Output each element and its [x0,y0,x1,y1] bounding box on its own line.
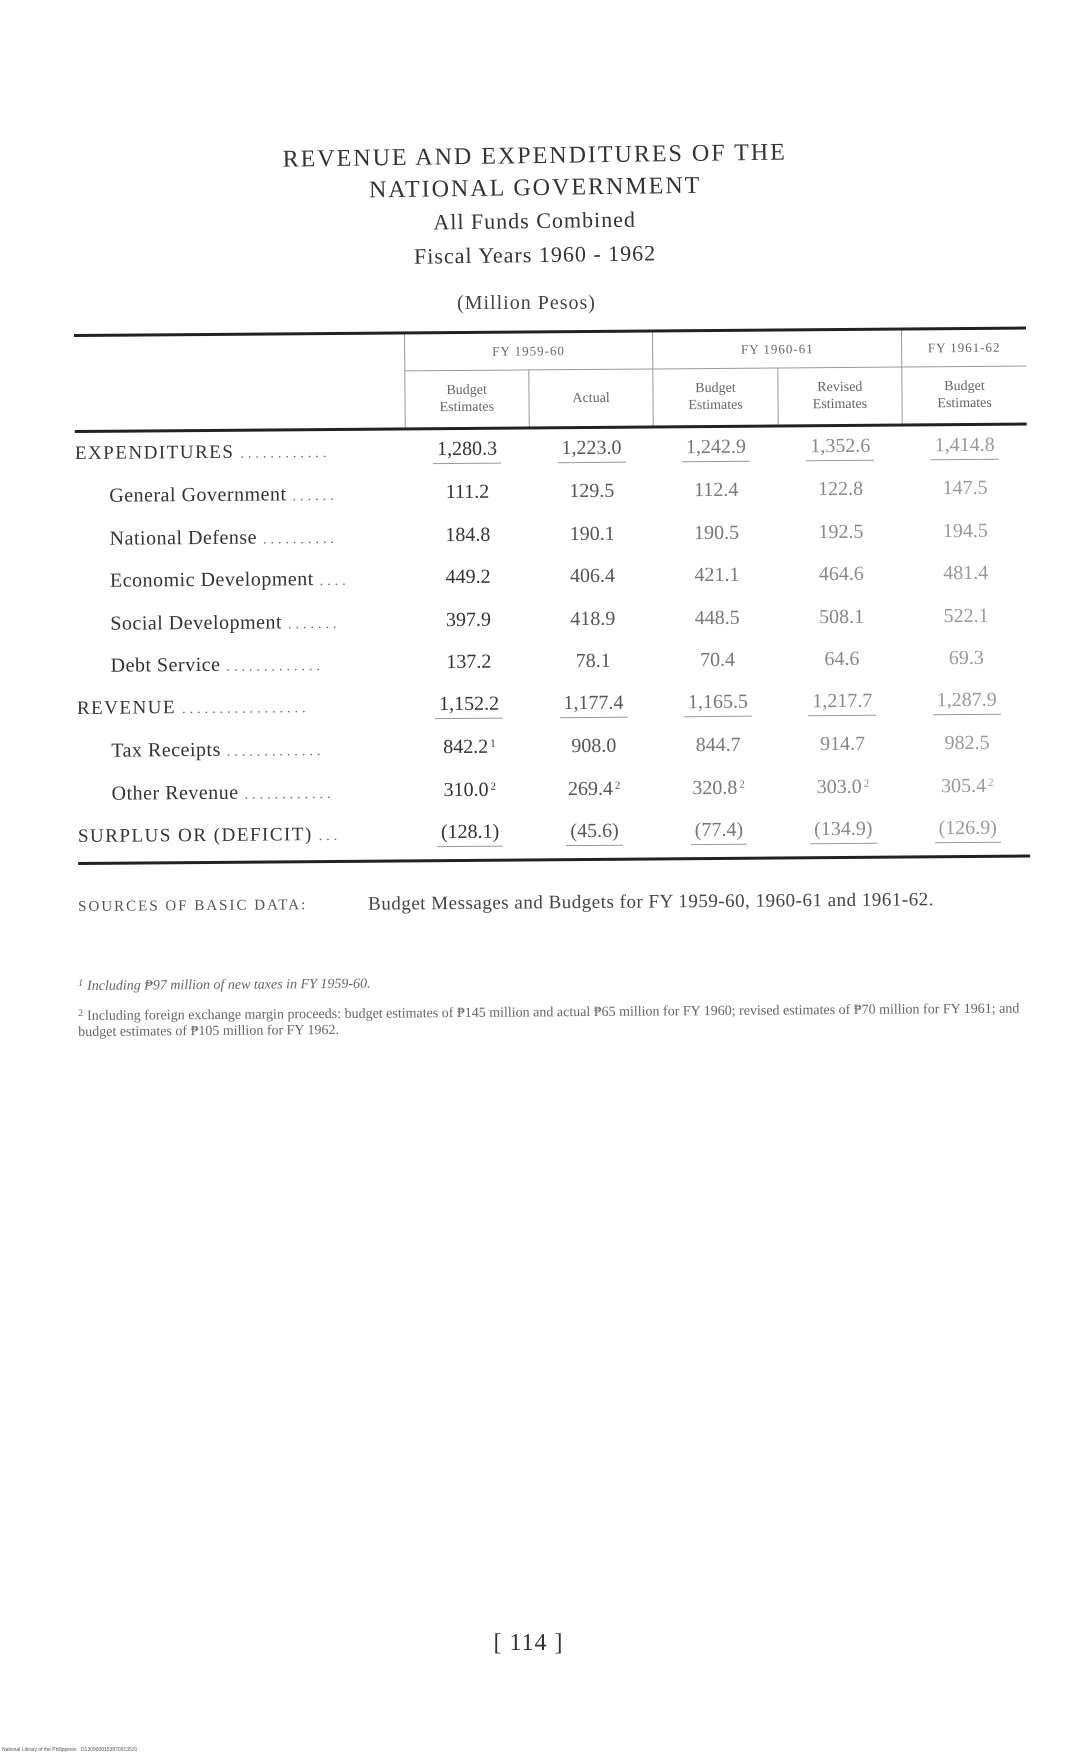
value-cell [530,556,655,599]
value-cell [902,426,1027,469]
value-cell [904,596,1029,639]
value-number [566,522,619,547]
value-text: 1,223.0 [561,436,622,460]
row-label: Tax Receipts [111,739,221,762]
value-cell [779,554,904,597]
footnote-ref: 2 [739,778,745,791]
value-cell [779,511,904,554]
value-text: 1,287.9 [936,689,997,712]
row-label: Other Revenue [111,781,239,805]
value-text: 844.7 [695,734,741,757]
row-label: REVENUE [76,697,177,720]
value-number [566,819,623,845]
footnote-text: Including foreign exchange margin proceeds: budget estimates of ₱145 million and actual ₱65 million for FY 1960; revised estimates of ₱70 million for FY 1961; and budget estimates of ₱105 million for FY 1962. [78,1001,1020,1040]
value-text: 69.3 [948,647,984,670]
value-text: 522.1 [943,604,989,627]
value-text: (77.4) [694,818,744,841]
value-number [439,778,500,803]
value-cell [778,469,903,512]
row-label: General Government [109,483,287,507]
value-cell [532,726,657,769]
value-text: 464.6 [818,563,864,586]
value-text: 310.0 [443,778,489,801]
value-cell [530,513,655,556]
row-label: Economic Development [109,568,314,592]
value-number [690,479,742,504]
value-text: 303.0 [816,775,862,798]
value-text: 397.9 [445,608,492,631]
value-number [564,777,625,802]
value-number [815,563,868,588]
value-number [934,816,1001,843]
value-number [939,562,992,587]
value-cell [779,596,904,639]
value-number [442,481,494,506]
value-cell [904,638,1029,681]
value-text: 418.9 [570,607,616,630]
sources-note [78,885,1028,922]
value-number [690,522,743,547]
value-number [557,437,625,464]
value-number [682,436,750,463]
footnote-ref: 2 [988,776,994,789]
value-text: 1,217.7 [812,689,873,713]
value-text: 147.5 [942,477,988,500]
value-cell [406,557,531,600]
value-cell [654,512,779,555]
value-number [814,521,867,546]
page-number: [ 114 ] [493,1630,564,1656]
value-cell [905,723,1030,766]
table-row [75,511,1027,561]
value-number [442,608,495,633]
value-text: 269.4 [567,777,614,800]
value-cell [781,809,906,852]
value-number [696,649,739,674]
table-row [78,808,1030,858]
value-text: 70.4 [699,649,736,672]
value-cell [407,727,532,770]
value-cell [903,468,1028,511]
value-cell [532,768,657,811]
value-text: 1,414.8 [934,434,995,457]
value-cell [531,641,656,684]
row-label: Social Development [110,611,283,635]
value-cell [778,426,903,469]
value-text: 192.5 [818,520,864,543]
value-text: 982.5 [944,732,990,755]
value-cell [406,599,531,642]
footnote-ref: 1 [490,737,496,750]
row-label-cell [76,600,406,645]
footnote-ref: 2 [490,780,497,793]
leader-dots: ....... [287,616,341,633]
title-line-3: All Funds Combined [433,206,637,235]
value-number [939,605,992,630]
value-text: 406.4 [569,565,616,588]
value-cell [405,514,530,557]
value-number [559,692,627,719]
value-cell [655,640,780,683]
value-text: 320.8 [692,776,738,799]
value-number [945,647,988,672]
value-text: 112.4 [694,479,739,502]
subheader-line: Budget [695,380,736,397]
header-group-fy1961: FY 1961-62 [902,330,1027,367]
value-text: 481.4 [943,562,989,585]
value-number [931,434,999,461]
leader-dots: .... [319,574,350,590]
value-number [814,478,867,503]
footnote-mark: 1 [78,977,84,989]
row-label: EXPENDITURES [74,441,235,465]
footnote-mark: 2 [78,1007,84,1019]
value-cell [531,598,656,641]
value-text: 1,165.5 [687,690,748,714]
footnote-ref: 2 [614,779,621,792]
value-text: 449.2 [445,565,491,589]
table-row [76,638,1028,688]
value-cell [903,511,1028,554]
subheader-cell [653,368,778,425]
table-row [77,766,1029,816]
subheader-line: Estimates [439,399,495,416]
value-number [937,775,998,800]
subheader-line: Estimates [812,396,868,413]
leader-dots: ............ [240,446,331,462]
value-text: 1,242.9 [685,435,746,459]
value-number [691,606,744,631]
value-cell [405,429,530,472]
header-blank [74,334,404,373]
value-cell [405,472,530,515]
value-cell [905,766,1030,809]
subheader-cell [777,367,902,424]
value-cell [530,471,655,514]
value-cell [529,428,654,471]
header-blank [74,371,404,430]
value-text: 184.8 [445,523,491,546]
title-block [0,132,1077,279]
value-text: 111.2 [445,480,490,504]
row-label-cell [75,473,405,518]
value-text: 190.5 [693,521,740,544]
value-cell [407,769,532,812]
sources-label: SOURCES OF BASIC DATA: [78,897,308,915]
value-cell [781,766,906,809]
value-cell [408,812,533,855]
value-text: (128.1) [440,820,500,843]
subheader-line: Budget [944,378,985,395]
value-number [688,776,749,801]
leader-dots: ............. [226,659,325,676]
value-text: 842.2 [443,736,489,759]
subheader-cell [404,370,529,427]
leader-dots: .......... [262,531,339,548]
table-row [77,681,1029,731]
value-cell [656,682,781,725]
value-cell [654,470,779,513]
value-number [442,651,495,676]
value-text: 1,152.2 [439,692,500,716]
footnote-ref: 2 [863,777,870,790]
value-cell [657,810,782,853]
value-cell [531,683,656,726]
value-number [572,650,615,675]
footnote-1 [78,969,1028,995]
table-row [77,723,1029,773]
value-number [565,480,618,505]
financial-table [74,327,1030,865]
value-text: (126.9) [938,816,997,839]
subheader-line: Actual [572,390,610,406]
value-text: 78.1 [575,650,611,673]
row-label-cell [75,430,405,475]
row-label: Debt Service [110,654,221,677]
value-number [690,564,743,589]
value-number [435,693,503,720]
footnote-2 [78,999,1028,1041]
value-cell [903,553,1028,596]
row-label-cell [77,685,407,730]
value-number [808,690,876,717]
value-number [939,520,992,545]
value-text: 421.1 [694,564,740,587]
subheader-line: Estimates [688,397,743,414]
value-text: 508.1 [819,605,865,628]
units-label: (Million Pesos) [457,292,596,314]
value-number [933,689,1001,716]
value-cell [407,684,532,727]
value-text: 64.6 [824,648,860,671]
value-number [439,736,500,761]
value-cell [655,555,780,598]
value-number [691,818,748,844]
leader-dots: ... [318,828,342,844]
value-text: 1,280.3 [437,437,498,461]
value-text: 908.0 [571,735,617,758]
value-cell [406,642,531,685]
value-number [566,565,619,590]
row-label: National Defense [109,526,258,550]
value-text: 129.5 [569,480,615,503]
value-cell [656,725,781,768]
value-text: 305.4 [941,774,987,797]
value-number [692,734,745,759]
value-number [813,775,874,800]
value-cell [780,639,905,682]
value-text: 194.5 [942,519,988,542]
value-number [820,648,863,673]
value-number [810,817,877,844]
row-label-cell [78,813,408,858]
value-text: 1,177.4 [563,691,624,715]
value-text: (134.9) [814,817,873,840]
value-text: 137.2 [446,650,492,674]
sources-text: Budget Messages and Budgets for FY 1959-60, 1960-61 and 1961-62. [368,889,935,915]
header-sub-row [74,366,1026,430]
value-cell [780,681,905,724]
value-cell [532,811,657,854]
value-number [433,438,501,465]
value-cell [655,597,780,640]
value-number [940,732,993,757]
table-row [75,426,1027,476]
value-text: 190.1 [569,522,615,545]
subheader-line: Revised [817,379,863,396]
row-label-cell [76,558,406,603]
value-text: 122.8 [818,478,864,501]
value-cell [780,724,905,767]
table-body [75,426,1030,858]
subheader-line: Budget [446,382,487,399]
value-number [806,435,874,462]
library-watermark: National Library of the Philippines · D1309000153970913531 [2,1747,138,1753]
leader-dots: ................. [182,701,310,718]
value-number [684,691,752,718]
row-label-cell [75,515,405,560]
table-row [75,468,1027,518]
value-text: (45.6) [570,819,619,842]
value-number [815,606,868,631]
leader-dots: ............. [226,744,325,761]
data-table [74,330,1030,858]
value-number [441,523,494,548]
footnote-text: Including ₱97 million of new taxes in FY 1959-60. [87,976,371,994]
value-cell [904,681,1029,724]
value-number [938,477,991,502]
table-row [76,553,1028,603]
row-label-cell [76,643,406,688]
value-cell [905,808,1030,851]
subheader-line: Estimates [937,395,992,412]
title-line-1: REVENUE AND EXPENDITURES OF THE [282,139,787,173]
leader-dots: ...... [292,489,338,505]
value-number [437,820,504,847]
subheader-cell [902,366,1027,423]
row-label-cell [77,728,407,773]
subheader-cell [529,369,654,426]
title-line-4: Fiscal Years 1960 - 1962 [413,240,657,269]
row-label: SURPLUS OR (DEFICIT) [77,823,313,847]
value-number [567,735,620,760]
row-label-cell [77,770,407,815]
leader-dots: ............ [244,786,335,803]
value-text: 1,352.6 [810,434,871,458]
value-text: 448.5 [694,606,740,629]
value-number [816,733,869,758]
header-group-fy1960: FY 1960-61 [653,331,902,369]
header-group-fy1959: FY 1959-60 [404,332,653,370]
value-number [442,566,495,591]
title-line-2: NATIONAL GOVERNMENT [368,172,702,204]
table-row [76,596,1028,646]
value-cell [654,427,779,470]
value-number [566,607,619,632]
value-cell [656,767,781,810]
value-text: 914.7 [820,733,866,756]
